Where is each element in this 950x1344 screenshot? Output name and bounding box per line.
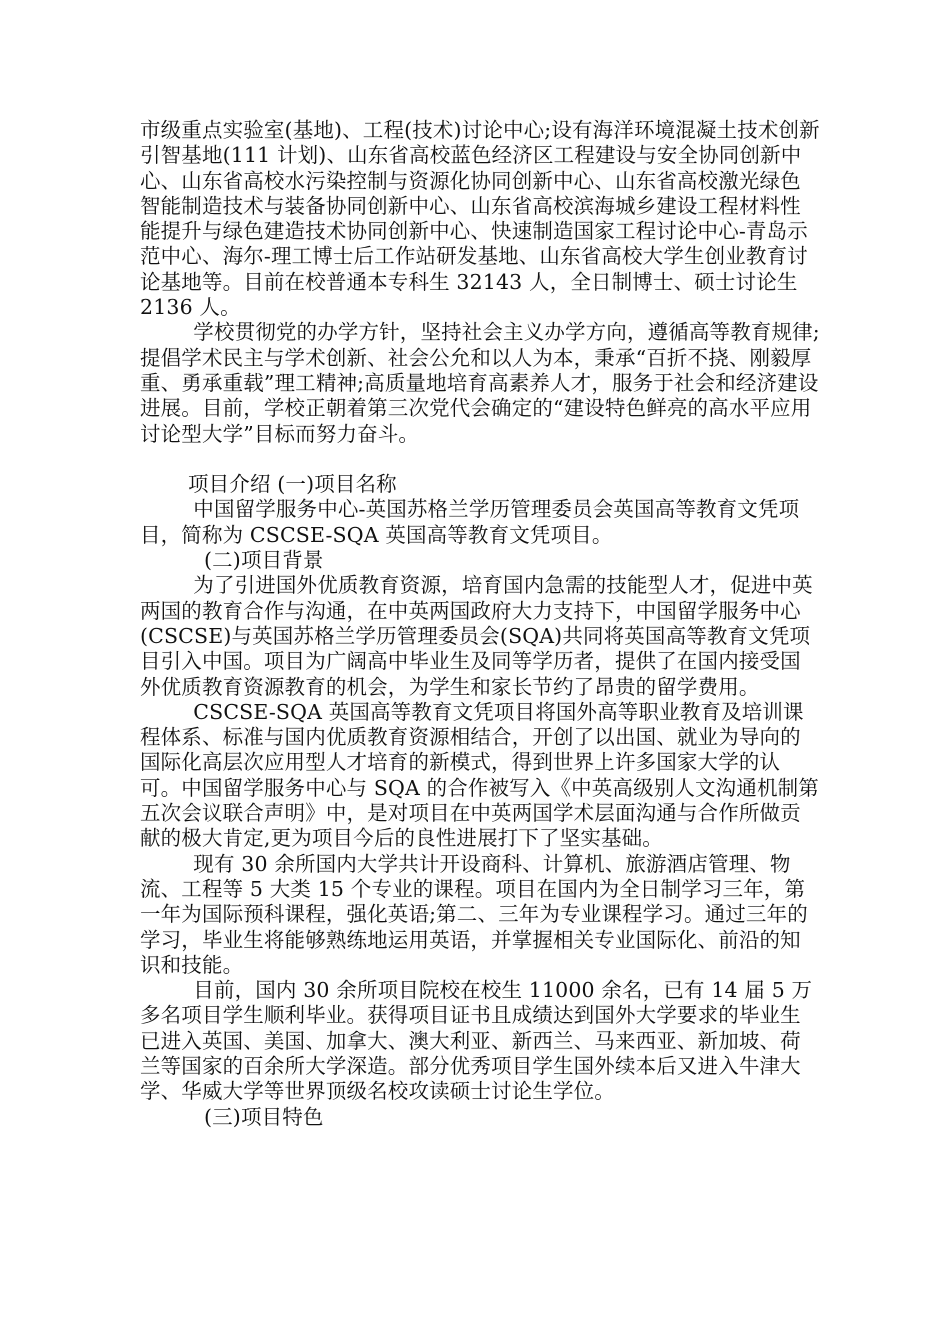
paragraph-background-4: 目前，国内 30 余所项目院校在校生 11000 余名，已有 14 届 5 万多名项目学生顺利毕业。获得项目证书且成绩达到国外大学要求的毕业生已进入英国、美国、加拿大、澳大利亚、新西兰、马来西亚、新加坡、荷兰等国家的百余所大学深造。部分优秀项目学生国外续本后又进入牛津大学、华威大学等世界顶级名校攻读硕士讨论生学位。 bbox=[140, 978, 813, 1104]
section-heading-project-intro: 项目介绍 (一)项目名称 bbox=[188, 472, 397, 497]
paragraph-intro: 市级重点实验室(基地)、工程(技术)讨论中心;设有海洋环境混凝土技术创新引智基地(111 计划)、山东省高校蓝色经济区工程建设与安全协同创新中心、山东省高校水污染控制与资源化协同创新中心、山东省高校激光绿色智能制造技术与装备协同创新中心、山东省高校滨海城乡建设工程材料性能提升与绿色建造技术协同创新中心、快速制造国家工程讨论中心-青岛示范中心、海尔-理工博士后工作站研发基地、山东省高校大学生创业教育讨论基地等。目前在校普通本专科生 32143 人，全日制博士、硕士讨论生 2136 人。 bbox=[140, 118, 820, 320]
paragraph-project-name: 中国留学服务中心-英国苏格兰学历管理委员会英国高等教育文凭项目，简称为 CSCSE-SQA 英国高等教育文凭项目。 bbox=[140, 497, 800, 547]
document-body bbox=[140, 118, 820, 1130]
paragraph-mission: 学校贯彻党的办学方针，坚持社会主义办学方向，遵循高等教育规律;提倡学术民主与学术创新、社会公允和以人为本，秉承“百折不挠、刚毅厚重、勇承重载”理工精神;高质量地培育高素养人才，服务于社会和经济建设进展。目前，学校正朝着第三次党代会确定的“建设特色鲜亮的高水平应用讨论型大学”目标而努力奋斗。 bbox=[140, 320, 820, 446]
blank-line bbox=[140, 447, 820, 472]
paragraph-background-2: CSCSE-SQA 英国高等教育文凭项目将国外高等职业教育及培训课程体系、标准与国内优质教育资源相结合，开创了以出国、就业为导向的国际化高层次应用型人才培育的新模式，得到世界上许多国家大学的认可。中国留学服务中心与 SQA 的合作被写入《中英高级别人文沟通机制第五次会议联合声明》中，是对项目在中英两国学术层面沟通与合作所做贡献的极大肯定,更为项目今后的良性进展打下了坚实基础。 bbox=[140, 699, 819, 851]
sub-heading-features: (三)项目特色 bbox=[204, 1104, 324, 1129]
sub-heading-background: (二)项目背景 bbox=[204, 548, 324, 573]
paragraph-background-1: 为了引进国外优质教育资源，培育国内急需的技能型人才，促进中英两国的教育合作与沟通，在中英两国政府大力支持下，中国留学服务中心(CSCSE)与英国苏格兰学历管理委员会(SQA)共同将英国高等教育文凭项目引入中国。项目为广阔高中毕业生及同等学历者，提供了在国内接受国外优质教育资源教育的机会，为学生和家长节约了昂贵的留学费用。 bbox=[140, 573, 813, 699]
paragraph-background-3: 现有 30 余所国内大学共计开设商科、计算机、旅游酒店管理、物流、工程等 5 大类 15 个专业的课程。项目在国内为全日制学习三年，第一年为国际预科课程，强化英语;第二、三年为专业课程学习。通过三年的学习，毕业生将能够熟练地运用英语，并掌握相关专业国际化、前沿的知识和技能。 bbox=[140, 851, 808, 977]
